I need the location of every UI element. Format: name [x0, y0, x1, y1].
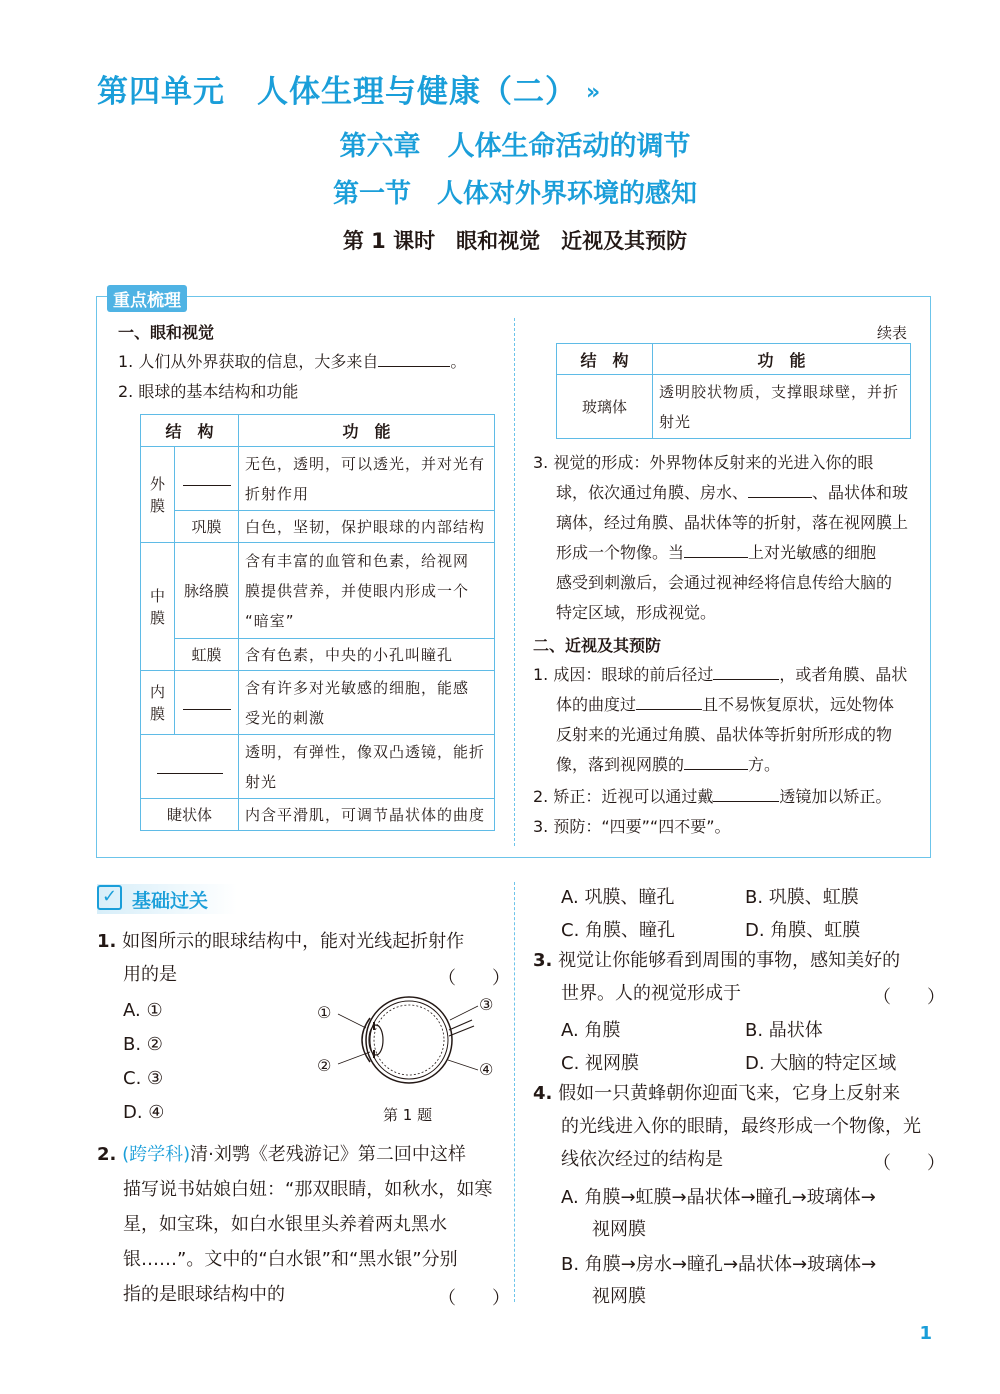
answer-paren[interactable]: （ ）	[873, 987, 945, 1008]
question-1-line2: 用的是	[123, 964, 177, 985]
question-2	[97, 1138, 466, 1172]
eyeball-diagram	[314, 990, 499, 1090]
table-cell: 巩膜	[175, 511, 239, 543]
question-number: 3.	[533, 950, 553, 971]
checkbox-icon: ✓	[97, 885, 122, 910]
heading-myopia: 二、近视及其预防	[533, 636, 662, 655]
text: 像，落到视网膜的	[556, 755, 685, 774]
question-number: 2.	[97, 1144, 117, 1165]
page-number: 1	[919, 1323, 932, 1344]
option-a[interactable]: A. 巩膜、瞳孔	[561, 887, 675, 908]
table-cell: 无色，透明，可以透光，并对光有 折射作用	[239, 447, 495, 511]
item-3-line5: 感受到刺激后，会通过视神经将信息传给大脑的	[556, 573, 893, 592]
label-4: ④	[479, 1060, 494, 1079]
table-cell: 睫状体	[141, 799, 239, 831]
inner-layer-label: 内 膜	[141, 671, 175, 735]
question-2-line4: 银……”。文中的“白水银”和“黑水银”分别	[123, 1249, 458, 1270]
continued-table	[556, 343, 911, 439]
unit-title: 第四单元 人体生理与健康（二）	[97, 74, 577, 110]
text: 球，依次通过角膜、房水、	[556, 483, 749, 502]
option-b[interactable]: B. 角膜→房水→瞳孔→晶状体→玻璃体→	[561, 1254, 877, 1275]
label-1: ①	[317, 1003, 332, 1022]
option-a[interactable]: A. ①	[123, 1000, 163, 1021]
lesson-title: 第 1 课时 眼和视觉 近视及其预防	[342, 229, 688, 253]
chevron-right-icon: »	[586, 80, 595, 105]
item-3-line1: 3. 视觉的形成：外界物体反射来的光进入你的眼	[533, 453, 874, 472]
question-2-line3: 星，如宝珠，如白水银里头养着两丸黑水	[123, 1214, 447, 1235]
option-d[interactable]: D. 大脑的特定区域	[745, 1053, 897, 1074]
answer-blank[interactable]	[748, 479, 812, 498]
column-divider	[514, 882, 515, 1302]
basics-title: 基础过关	[132, 890, 209, 912]
answer-blank[interactable]	[183, 691, 231, 710]
table-cell: 白色，坚韧，保护眼球的内部结构	[239, 511, 495, 543]
option-c[interactable]: C. 角膜、瞳孔	[561, 920, 676, 941]
question-text: 清·刘鹗《老残游记》第二回中这样	[190, 1144, 466, 1165]
label-2: ②	[317, 1056, 332, 1075]
table-header-structure: 结 构	[557, 344, 653, 375]
item-3-line2	[556, 478, 908, 508]
item-1-end: 。	[450, 352, 467, 371]
question-number: 1.	[97, 931, 117, 952]
section-title: 第一节 人体对外界环境的感知	[332, 179, 697, 209]
table-header-function: 功 能	[239, 415, 495, 447]
question-4	[533, 1077, 900, 1111]
question-4-line2: 的光线进入你的眼睛，最终形成一个物像，光	[561, 1116, 921, 1137]
option-b[interactable]: B. 巩膜、虹膜	[745, 887, 859, 908]
table-cell: 玻璃体	[557, 375, 653, 439]
option-d[interactable]: D. 角膜、虹膜	[745, 920, 861, 941]
question-2-line2: 描写说书姑娘白妞：“那双眼睛，如秋水，如寒	[123, 1179, 493, 1200]
option-a[interactable]: A. 角膜→虹膜→晶状体→瞳孔→玻璃体→	[561, 1187, 876, 1208]
item-1	[118, 347, 466, 377]
table-cell: 含有色素，中央的小孔叫瞳孔	[239, 639, 495, 671]
table-cell: 脉络膜	[175, 543, 239, 639]
option-d[interactable]: D. ④	[123, 1102, 165, 1123]
answer-blank[interactable]	[684, 751, 748, 770]
chapter-title: 第六章 人体生命活动的调节	[339, 131, 691, 162]
text: 方。	[748, 755, 781, 774]
option-b-line2: 视网膜	[592, 1286, 646, 1307]
question-3	[533, 944, 900, 978]
answer-paren[interactable]: （ ）	[438, 1288, 510, 1309]
key-points-tag: 重点梳理	[107, 285, 187, 312]
option-a[interactable]: A. 角膜	[561, 1020, 621, 1041]
answer-blank[interactable]	[713, 783, 779, 802]
answer-paren[interactable]: （ ）	[873, 1153, 945, 1174]
table-cell: 透明胶状物质，支撑眼球壁，并折 射光	[653, 375, 911, 439]
item-3-line3: 璃体，经过角膜、晶状体等的折射，落在视网膜上	[556, 513, 909, 532]
text: 2. 矫正：近视可以通过戴	[533, 787, 714, 806]
heading-eye-vision: 一、眼和视觉	[118, 323, 215, 342]
answer-paren[interactable]: （ ）	[438, 968, 510, 989]
answer-blank[interactable]	[183, 467, 231, 486]
answer-blank[interactable]	[636, 691, 702, 710]
text: 、晶状体和玻	[812, 483, 909, 502]
myopia-correction	[533, 782, 891, 812]
table-cell: 透明，有弹性，像双凸透镜，能折 射光	[239, 735, 495, 799]
answer-blank[interactable]	[684, 539, 748, 558]
item-2: 2. 眼球的基本结构和功能	[118, 382, 299, 401]
item-3-line4	[556, 538, 876, 568]
question-1	[97, 925, 464, 959]
question-text: 视觉让你能够看到周围的事物，感知美好的	[558, 950, 901, 971]
question-text: 假如一只黄蜂朝你迎面飞来，它身上反射来	[558, 1083, 901, 1104]
myopia-cause-line1	[533, 660, 907, 690]
table-cell: 内含平滑肌，可调节晶状体的曲度	[239, 799, 495, 831]
item-3-line6: 特定区域，形成视觉。	[556, 603, 717, 622]
text: 透镜加以矫正。	[779, 787, 892, 806]
option-c[interactable]: C. 视网膜	[561, 1053, 640, 1074]
question-text: 如图所示的眼球结构中，能对光线起折射作	[122, 931, 465, 952]
label-3: ③	[479, 995, 494, 1014]
option-a-line2: 视网膜	[592, 1219, 646, 1240]
text: 形成一个物像。当	[556, 543, 685, 562]
middle-layer-label: 中 膜	[141, 543, 175, 671]
figure-caption: 第 1 题	[383, 1106, 433, 1124]
myopia-prevention: 3. 预防：“四要”“四不要”。	[533, 817, 731, 836]
myopia-cause-line3: 反射来的光通过角膜、晶状体等折射所形成的物	[556, 725, 893, 744]
option-b[interactable]: B. ②	[123, 1034, 163, 1055]
question-number: 4.	[533, 1083, 553, 1104]
table-cell: 含有许多对光敏感的细胞，能感 受光的刺激	[239, 671, 495, 735]
option-c[interactable]: C. ③	[123, 1068, 164, 1089]
myopia-cause-line4	[556, 750, 780, 780]
continued-label: 续表	[877, 324, 908, 342]
text: 体的曲度过	[556, 695, 637, 714]
cross-subject-tag: (跨学科)	[122, 1144, 191, 1165]
answer-blank[interactable]	[157, 755, 223, 774]
answer-blank[interactable]	[713, 661, 779, 680]
text: 1. 成因：眼球的前后径过	[533, 665, 714, 684]
column-divider	[514, 318, 515, 846]
eye-structure-table	[140, 414, 495, 831]
question-2-line5: 指的是眼球结构中的	[123, 1284, 285, 1305]
question-3-line2: 世界。人的视觉形成于	[561, 983, 741, 1004]
table-header-function: 功 能	[653, 344, 911, 375]
text: 上对光敏感的细胞	[748, 543, 877, 562]
table-cell: 虹膜	[175, 639, 239, 671]
answer-blank[interactable]	[378, 348, 450, 367]
text: 且不易恢复原状，远处物体	[702, 695, 895, 714]
table-header-structure: 结 构	[141, 415, 239, 447]
question-4-line3: 线依次经过的结构是	[561, 1149, 723, 1170]
item-1-text: 1. 人们从外界获取的信息，大多来自	[118, 352, 379, 371]
myopia-cause-line2	[556, 690, 894, 720]
option-b[interactable]: B. 晶状体	[745, 1020, 823, 1041]
outer-layer-label: 外 膜	[141, 447, 175, 543]
table-cell: 含有丰富的血管和色素，给视网 膜提供营养，并使眼内形成一个 “暗室”	[239, 543, 495, 639]
text: ，或者角膜、晶状	[779, 665, 908, 684]
